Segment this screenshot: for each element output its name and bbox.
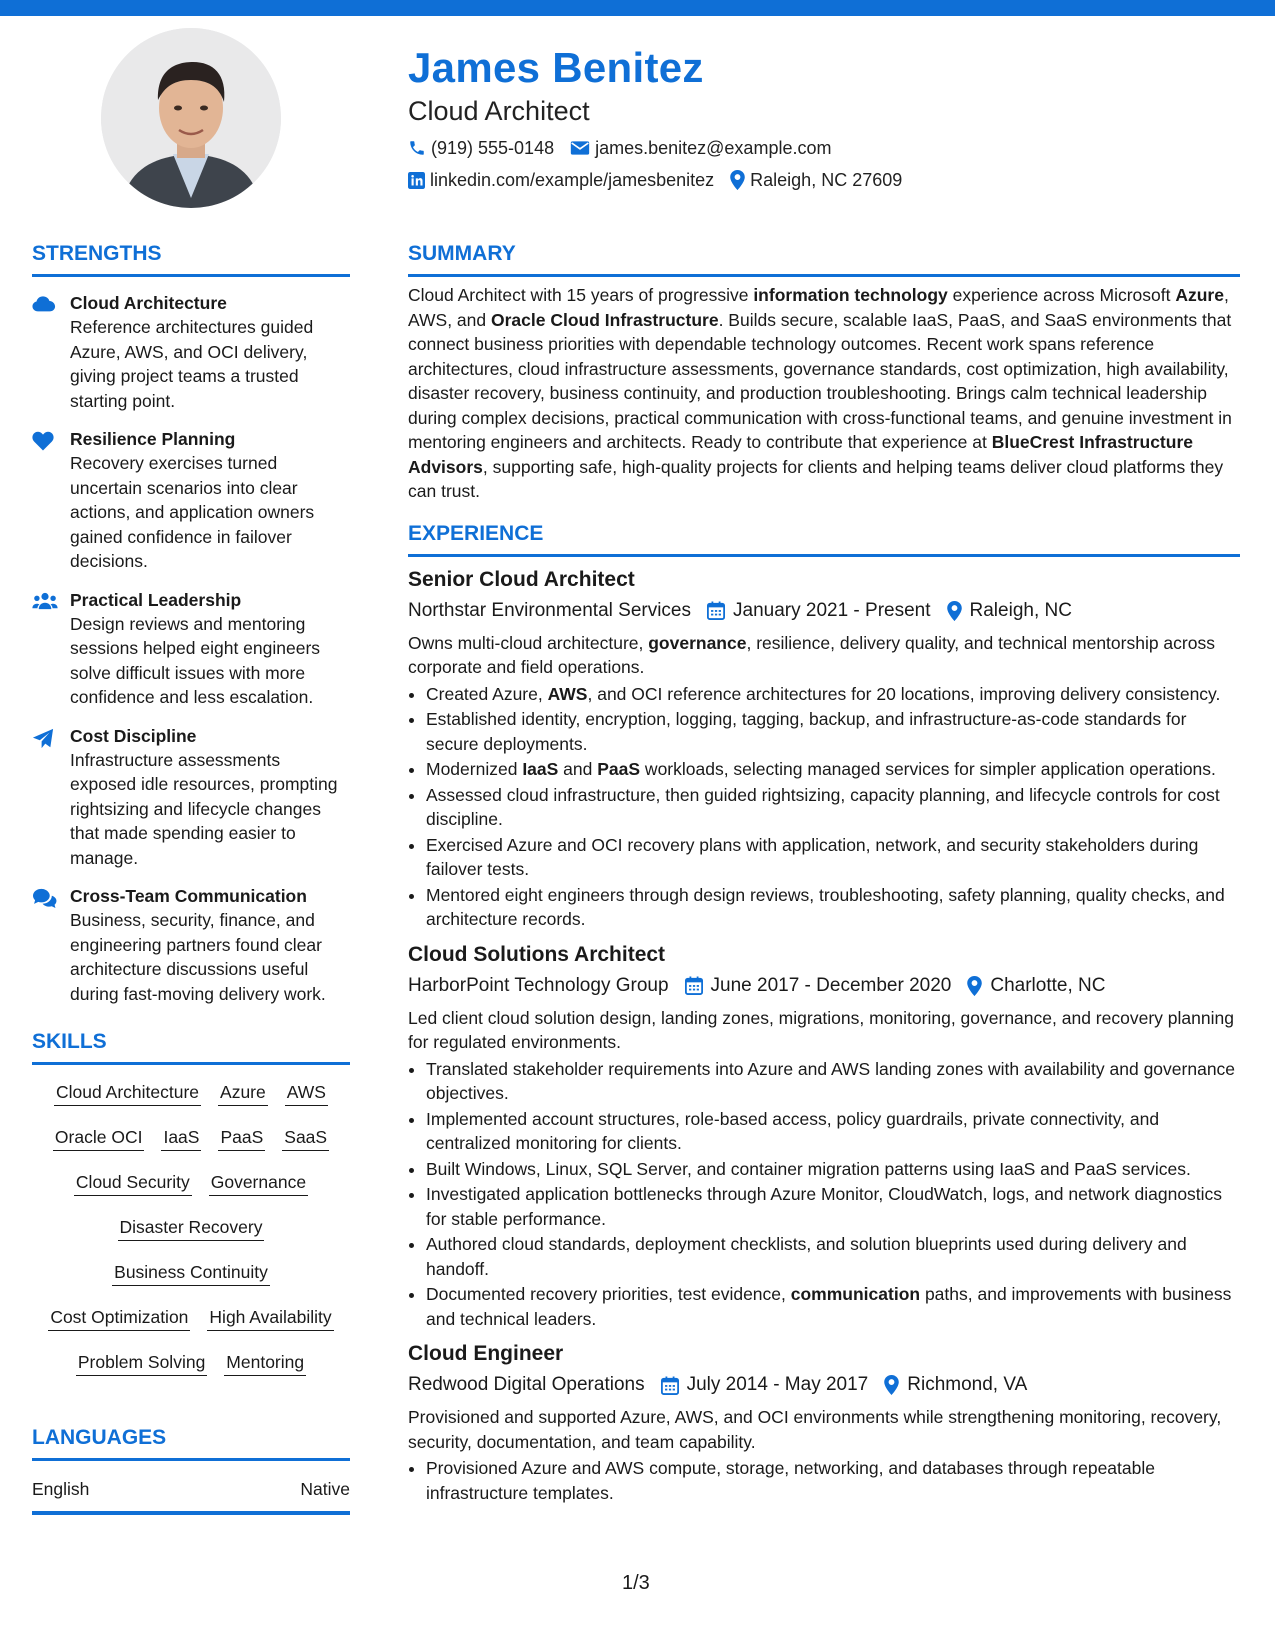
strength-title: Cloud Architecture [70,293,227,313]
skills-list [32,1079,350,1394]
job-dates: July 2014 - May 2017 [686,1374,869,1395]
strength-item [32,588,350,710]
job-meta [408,972,1240,1000]
phone-icon [408,139,426,157]
section-divider [32,1458,350,1461]
cloud-icon [32,291,70,413]
left-column [32,240,350,1515]
heart-icon [32,427,70,574]
job-bullets [408,682,1240,932]
skill-row [32,1214,350,1259]
strength-title: Cross-Team Communication [70,886,307,906]
location-contact [730,170,902,191]
strength-title: Cost Discipline [70,725,197,746]
skill-tag: Problem Solving [76,1349,207,1376]
paper-plane-icon [32,724,70,871]
summary-heading: SUMMARY [408,242,516,265]
language-name: English [32,1479,90,1499]
location-text: Raleigh, NC 27609 [750,169,903,190]
linkedin-icon [408,172,425,189]
strength-item [32,724,350,871]
skill-tag: Cost Optimization [48,1304,190,1331]
skill-tag: AWS [285,1079,328,1106]
experience-entry [408,565,1240,932]
map-pin-icon [884,1375,899,1395]
skill-tag: Mentoring [224,1349,306,1376]
bullet-item: • Exercised Azure and OCI recovery plans with application, network, and security stakeholders during failover tests. [426,833,1240,882]
bullet-item: • Modernized IaaS and PaaS workloads, selecting managed services for simpler application operations. [426,757,1240,782]
experience-entry [408,1339,1240,1505]
email-contact[interactable] [570,138,831,159]
strength-description: Recovery exercises turned uncertain scenarios into clear actions, and application owners gained confidence in failover decisions. [70,453,315,571]
strength-item [32,291,350,413]
phone-text: (919) 555-0148 [431,137,555,158]
section-divider [408,554,1240,557]
skill-tag: High Availability [207,1304,333,1331]
strength-description: Infrastructure assessments exposed idle resources, prompting rightsizing and lifecycle changes that made spending easier to manage. [70,749,338,868]
linkedin-text: linkedin.com/example/jamesbenitez [430,169,715,190]
job-meta [408,597,1240,625]
calendar-icon [707,601,725,620]
languages-heading: LANGUAGES [32,1426,167,1449]
experience-section [408,520,1240,1506]
skill-tag: Cloud Architecture [54,1079,201,1106]
skill-tag: Azure [218,1079,268,1106]
company-name: HarborPoint Technology Group [408,974,669,996]
skill-row [32,1124,350,1169]
job-title: Cloud Engineer [408,1342,564,1365]
job-bullets [408,1456,1240,1505]
contact-row-1 [408,136,1238,160]
experience-entry [408,940,1240,1332]
job-summary: Led client cloud solution design, landing zones, migrations, monitoring, governance, and recovery planning for regulated environments. [408,1007,1234,1052]
job-summary: Provisioned and supported Azure, AWS, and OCI environments while strengthening monitoring, recovery, security, documentation, and team capability. [408,1407,1222,1452]
strength-item [32,427,350,574]
linkedin-contact[interactable] [408,170,714,191]
bullet-item: • Established identity, encryption, logging, tagging, backup, and infrastructure-as-code standards for secure deployments. [426,707,1240,756]
languages-section [32,1424,350,1515]
job-meta [408,1371,1240,1399]
phone-contact[interactable] [408,138,554,159]
experience-list [408,565,1240,1506]
map-pin-icon [947,601,962,621]
skill-tag: Business Continuity [112,1259,270,1286]
email-text: james.benitez@example.com [595,137,832,158]
map-pin-icon [730,170,745,190]
bullet-item: • Created Azure, AWS, and OCI reference architectures for 20 locations, improving delivery consistency. [426,682,1240,707]
experience-heading: EXPERIENCE [408,521,544,545]
skill-row [32,1304,350,1349]
skill-tag: Cloud Security [74,1169,192,1196]
job-title: Senior Cloud Architect [408,567,635,591]
strength-description: Reference architectures guided Azure, AWS, and OCI delivery, giving project teams a trusted starting point. [70,317,314,411]
bullet-item: • Investigated application bottlenecks through Azure Monitor, CloudWatch, logs, and network diagnostics for stable performance. [426,1182,1240,1231]
skill-row [32,1349,350,1394]
profile-photo [101,28,281,208]
company-name: Redwood Digital Operations [408,1374,645,1395]
candidate-name: James Benitez [408,44,704,91]
calendar-icon [685,976,703,995]
section-divider [32,274,350,277]
bullet-item: • Documented recovery priorities, test evidence, communication paths, and improvements with business and technical leaders. [426,1282,1240,1331]
right-column [408,240,1240,1506]
page-number: 1/3 [622,1572,650,1594]
envelope-icon [570,140,590,156]
language-level: Native [300,1479,350,1499]
users-icon [32,588,70,710]
language-level-bar [32,1511,350,1515]
strength-title: Practical Leadership [70,589,242,610]
skill-tag: IaaS [161,1124,201,1151]
strength-item [32,884,350,1006]
bullet-item: • Assessed cloud infrastructure, then guided rightsizing, capacity planning, and lifecycle controls for cost discipline. [426,783,1240,832]
skill-tag: Oracle OCI [53,1124,145,1151]
skills-section [32,1028,350,1394]
languages-list [32,1477,350,1515]
bullet-item: • Built Windows, Linux, SQL Server, and container migration patterns using IaaS and PaaS services. [426,1157,1240,1182]
contact-row-2 [408,168,1238,192]
chat-bubbles-icon [32,884,70,1006]
bullet-item: • Provisioned Azure and AWS compute, storage, networking, and databases through repeatable infrastructure templates. [426,1456,1240,1505]
skill-row [32,1079,350,1124]
skill-tag: Disaster Recovery [118,1214,265,1241]
skill-tag: SaaS [282,1124,329,1151]
section-divider [32,1062,350,1065]
job-bullets [408,1057,1240,1332]
language-item [32,1477,350,1501]
skill-row [32,1259,350,1304]
strength-title: Resilience Planning [70,429,236,449]
strength-description: Design reviews and mentoring sessions helped eight engineers solve difficult issues with more confidence and less escalation. [70,613,321,707]
resume-header [408,42,1238,192]
section-divider [408,274,1240,277]
candidate-role: Cloud Architect [408,96,590,126]
strengths-heading: STRENGTHS [32,242,162,265]
job-location: Charlotte, NC [990,974,1106,996]
summary-text: Cloud Architect with 15 years of progressive information technology experience across Microsoft Azure, AWS, and Oracle Cloud Infrastructure. Builds secure, scalable IaaS, PaaS, and SaaS environments that connect business priorities with dependable technology outcomes. Recent work spans reference architectures, cloud infrastructure assessments, governance standards, cost optimization, high availability, disaster recovery, business continuity, and production troubleshooting. Brings calm technical leadership during complex decisions, practical communication with cross-functional teams, and genuine investment in mentoring engineers and architects. Ready to contribute that experience at BlueCrest Infrastructure Advisors, supporting safe, high-quality projects for clients and helping teams deliver cloud platforms they can trust. [408,285,1232,501]
strengths-section [32,240,350,1006]
job-dates: January 2021 - Present [733,599,931,621]
skills-heading: SKILLS [32,1030,107,1053]
strength-description: Business, security, finance, and engineering partners found clear architecture discussions useful during fast-moving delivery work. [70,910,326,1004]
job-title: Cloud Solutions Architect [408,942,666,966]
bullet-item: • Implemented account structures, role-based access, policy guardrails, private connectivity, and centralized monitoring for clients. [426,1107,1240,1156]
strengths-list [32,291,350,1006]
map-pin-icon [967,976,982,996]
company-name: Northstar Environmental Services [408,599,691,621]
bullet-item: • Mentored eight engineers through design reviews, troubleshooting, safety planning, quality checks, and architecture records. [426,883,1240,932]
summary-section [408,240,1240,504]
skill-row [32,1169,350,1214]
skill-tag: Governance [209,1169,308,1196]
skill-tag: PaaS [218,1124,265,1151]
job-location: Richmond, VA [907,1374,1028,1395]
bullet-item: • Authored cloud standards, deployment checklists, and solution blueprints used during delivery and handoff. [426,1232,1240,1281]
bullet-item: • Translated stakeholder requirements into Azure and AWS landing zones with availability and governance objectives. [426,1057,1240,1106]
job-dates: June 2017 - December 2020 [710,974,952,996]
job-summary: Owns multi-cloud architecture, governance, resilience, delivery quality, and technical mentorship across corporate and field operations. [408,632,1215,677]
job-location: Raleigh, NC [969,599,1072,621]
top-accent-bar [0,0,1275,16]
calendar-icon [661,1376,679,1395]
